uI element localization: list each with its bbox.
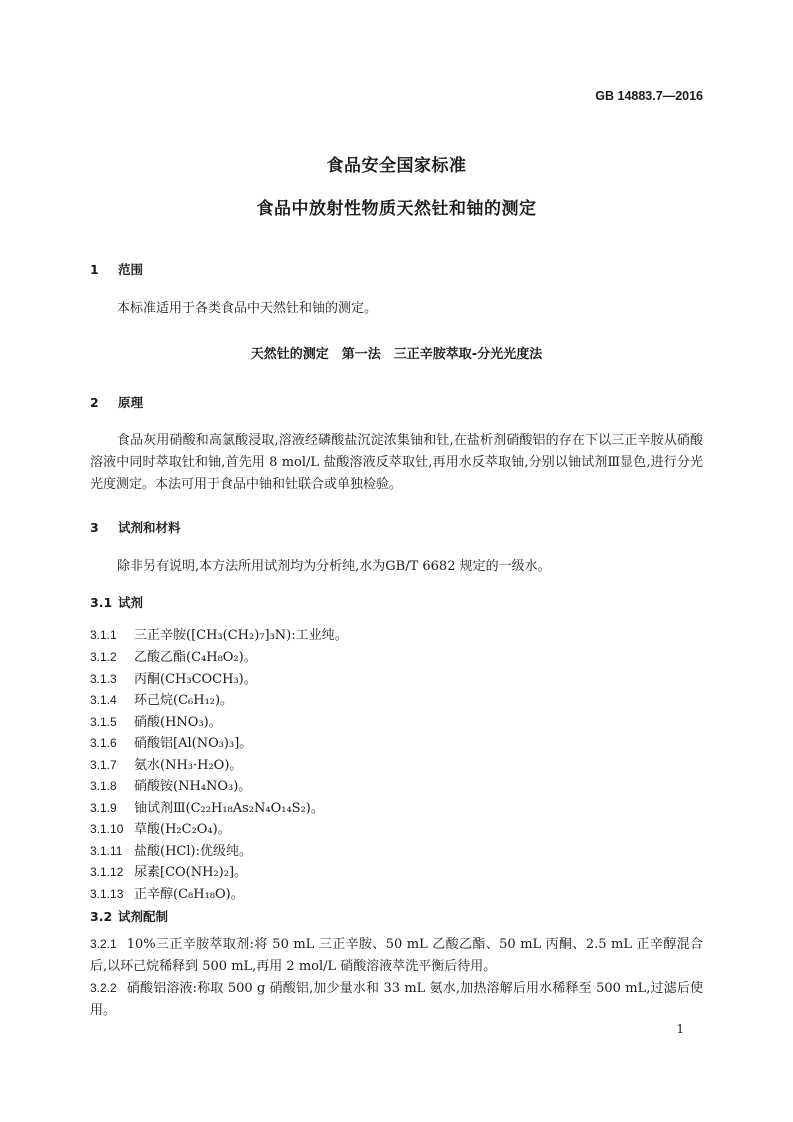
preparation-3-2-1 [90, 933, 703, 978]
reagent-item [90, 797, 324, 816]
main-title: 食品安全国家标准 [326, 156, 467, 176]
reagent-item [90, 646, 257, 665]
reagent-item [90, 818, 231, 837]
reagent-number: 3.1.13 [90, 887, 124, 901]
section-title: 原理 [118, 395, 144, 410]
principle-paragraph: 食品灰用硝酸和高氯酸浸取,溶液经磷酸盐沉淀浓集铀和钍,在盐析剂硝酸铝的存在下以三正辛胺从硝酸溶液中同时萃取钍和铀,首先用 8 mol/L 盐酸溶液反萃取钍,再用水反萃取铀,分别以铀试剂Ⅲ显色,进行分光光度测定。本法可用于食品中铀和钍联合或单独检验。 [90, 433, 703, 492]
reagent-item [90, 861, 247, 880]
scope-paragraph: 本标准适用于各类食品中天然钍和铀的测定。 [117, 301, 378, 316]
reagent-number: 3.1.1 [90, 628, 117, 642]
reagent-item [90, 883, 244, 902]
reagent-item [90, 624, 348, 643]
section-number: 3.1 [90, 595, 113, 610]
reagent-number: 3.1.10 [90, 822, 124, 836]
reagent-number: 3.1.11 [90, 844, 123, 858]
reagent-text: 草酸(H₂C₂O₄)。 [134, 822, 231, 837]
reagents-intro-paragraph: 除非另有说明,本方法所用试剂均为分析纯,水为GB/T 6682 规定的一级水。 [117, 559, 551, 574]
clause-number: 3.2.2 [90, 981, 117, 995]
page-number: 1 [676, 1022, 684, 1036]
reagent-text: 丙酮(CH₃COCH₃)。 [134, 672, 257, 687]
sub-title: 食品中放射性物质天然钍和铀的测定 [256, 199, 537, 219]
section-title: 试剂 [118, 595, 144, 610]
reagent-text: 硝酸(HNO₃)。 [134, 715, 222, 730]
reagent-item [90, 732, 252, 751]
reagent-text: 三正辛胺([CH₃(CH₂)₇]₃N):工业纯。 [134, 628, 348, 643]
section-title: 试剂和材料 [118, 520, 181, 535]
section-heading-scope [90, 260, 143, 278]
section-number: 3.2 [90, 909, 113, 924]
section-number: 1 [90, 262, 99, 277]
reagent-number: 3.1.2 [90, 650, 117, 664]
reagent-text: 硝酸铝[Al(NO₃)₃]。 [134, 736, 253, 751]
clause-text: 10%三正辛胺萃取剂:将 50 mL 三正辛胺、50 mL 乙酸乙酯、50 mL 丙酮、2.5 mL 正辛醇混合后,以环己烷稀释到 500 mL,再用 2 mol/L 硝酸溶液萃洗平衡后待用。 [90, 937, 703, 974]
reagent-item [90, 689, 233, 708]
reagent-number: 3.1.9 [90, 801, 117, 815]
reagent-number: 3.1.5 [90, 715, 117, 729]
clause-number: 3.2.1 [90, 937, 117, 951]
reagent-number: 3.1.7 [90, 758, 117, 772]
reagent-number: 3.1.12 [90, 865, 124, 879]
reagent-number: 3.1.4 [90, 693, 117, 707]
reagent-text: 氨水(NH₃·H₂O)。 [134, 758, 243, 773]
reagent-text: 尿素[CO(NH₂)₂]。 [134, 865, 248, 880]
section-heading-principle [90, 393, 143, 411]
section-title: 范围 [118, 262, 144, 277]
section-heading-reagent-preparation [90, 907, 168, 925]
reagent-text: 铀试剂Ⅲ(C₂₂H₁₈As₂N₄O₁₄S₂)。 [134, 801, 324, 816]
standard-number: GB 14883.7—2016 [595, 89, 703, 103]
method-title: 天然钍的测定 第一法 三正辛胺萃取-分光光度法 [250, 347, 543, 362]
section-heading-reagents-materials [90, 518, 181, 536]
section-number: 3 [90, 520, 99, 535]
reagent-item [90, 775, 251, 794]
reagent-text: 环己烷(C₆H₁₂)。 [134, 693, 234, 708]
section-heading-reagents [90, 593, 143, 611]
reagent-number: 3.1.6 [90, 736, 117, 750]
reagent-number: 3.1.3 [90, 672, 117, 686]
reagent-text: 硝酸铵(NH₄NO₃)。 [134, 779, 252, 794]
reagent-item [90, 754, 242, 773]
section-title: 试剂配制 [118, 909, 169, 924]
clause-text: 硝酸铝溶液:称取 500 g 硝酸铝,加少量水和 33 mL 氨水,加热溶解后用水稀释至 500 mL,过滤后使用。 [90, 981, 703, 1018]
reagent-text: 乙酸乙酯(C₄H₈O₂)。 [134, 650, 257, 665]
reagent-text: 正辛醇(C₈H₁₈O)。 [134, 887, 244, 902]
reagent-item [90, 668, 257, 687]
section-number: 2 [90, 395, 99, 410]
reagent-item [90, 840, 252, 859]
preparation-3-2-2 [90, 977, 703, 1022]
reagent-item [90, 711, 222, 730]
reagent-number: 3.1.8 [90, 779, 117, 793]
reagent-text: 盐酸(HCl):优级纯。 [134, 844, 252, 859]
